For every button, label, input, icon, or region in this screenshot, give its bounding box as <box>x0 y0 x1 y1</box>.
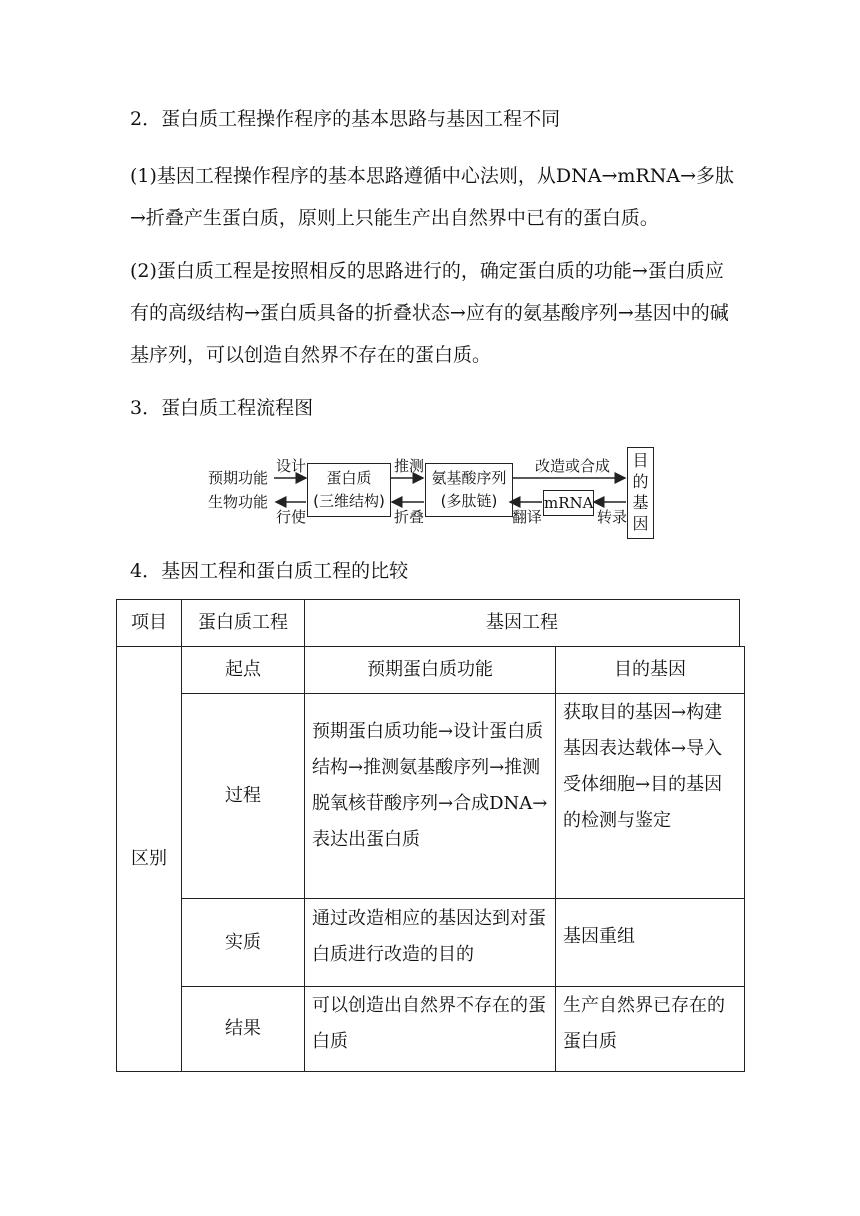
paragraph-protein-engineering-idea: (2)蛋白质工程是按照相反的思路进行的，确定蛋白质的功能→蛋白质应有的高级结构→蛋白质具备的折叠状态→应有的氨基酸序列→基因中的碱基序列，可以创造自然界不存在的蛋白质。 <box>130 260 729 366</box>
table-section-difference: 区别 <box>116 646 182 1072</box>
box-amino-acid-sequence <box>425 463 513 517</box>
gene-char-4: 因 <box>632 514 649 533</box>
row-start-protein: 预期蛋白质功能 <box>304 646 556 694</box>
label-fold: 折叠 <box>394 508 425 526</box>
table-header-item: 项目 <box>116 599 182 647</box>
row-essence-gene: 基因重组 <box>555 898 745 987</box>
row-label-essence: 实质 <box>181 898 305 987</box>
protein-engineering-flowchart <box>204 445 656 541</box>
label-biological-function: 生物功能 <box>208 493 269 511</box>
paragraph-gene-engineering-idea: (1)基因工程操作程序的基本思路遵循中心法则，从DNA→mRNA→多肽→折叠产生蛋白质，原则上只能生产出自然界中已有的蛋白质。 <box>130 165 735 229</box>
label-expected-function: 预期功能 <box>208 469 269 487</box>
table-header-gene: 基因工程 <box>304 599 740 647</box>
row-label-start: 起点 <box>181 646 305 694</box>
row-label-result: 结果 <box>181 986 305 1072</box>
section-heading-4: 4．基因工程和蛋白质工程的比较 <box>130 560 409 582</box>
section-heading-2: 2．蛋白质工程操作程序的基本思路与基因工程不同 <box>130 108 561 130</box>
row-process-protein: 预期蛋白质功能→设计蛋白质结构→推测氨基酸序列→推测脱氧核苷酸序列→合成DNA→表达出蛋白质 <box>304 693 556 899</box>
label-modify-or-synthesize: 改造或合成 <box>535 457 611 475</box>
table-header-protein: 蛋白质工程 <box>181 599 305 647</box>
label-infer: 推测 <box>394 457 425 475</box>
label-translate: 翻译 <box>512 508 543 526</box>
label-act: 行使 <box>276 508 307 526</box>
box-mrna-label: mRNA <box>544 494 594 512</box>
section-heading-3: 3．蛋白质工程流程图 <box>130 397 314 419</box>
box-aa-line1: 氨基酸序列 <box>431 469 507 487</box>
gene-char-1: 目 <box>632 451 649 470</box>
box-target-gene <box>627 447 654 539</box>
row-essence-protein: 通过改造相应的基因达到对蛋白质进行改造的目的 <box>304 898 556 987</box>
box-mrna <box>543 490 594 516</box>
box-aa-line2: (多肽链) <box>440 492 498 510</box>
gene-char-2: 的 <box>632 472 649 491</box>
row-result-protein: 可以创造出自然界不存在的蛋白质 <box>304 986 556 1072</box>
row-result-gene: 生产自然界已存在的蛋白质 <box>555 986 745 1072</box>
row-process-gene: 获取目的基因→构建基因表达载体→导入受体细胞→目的基因的检测与鉴定 <box>555 693 745 899</box>
label-design: 设计 <box>276 457 307 475</box>
box-protein <box>307 463 391 517</box>
box-protein-line1: 蛋白质 <box>326 469 372 487</box>
gene-char-3: 基 <box>632 493 649 512</box>
label-transcribe: 转录 <box>597 508 628 526</box>
box-protein-line2: (三维结构) <box>313 492 385 510</box>
row-label-process: 过程 <box>181 693 305 899</box>
row-start-gene: 目的基因 <box>555 646 745 694</box>
